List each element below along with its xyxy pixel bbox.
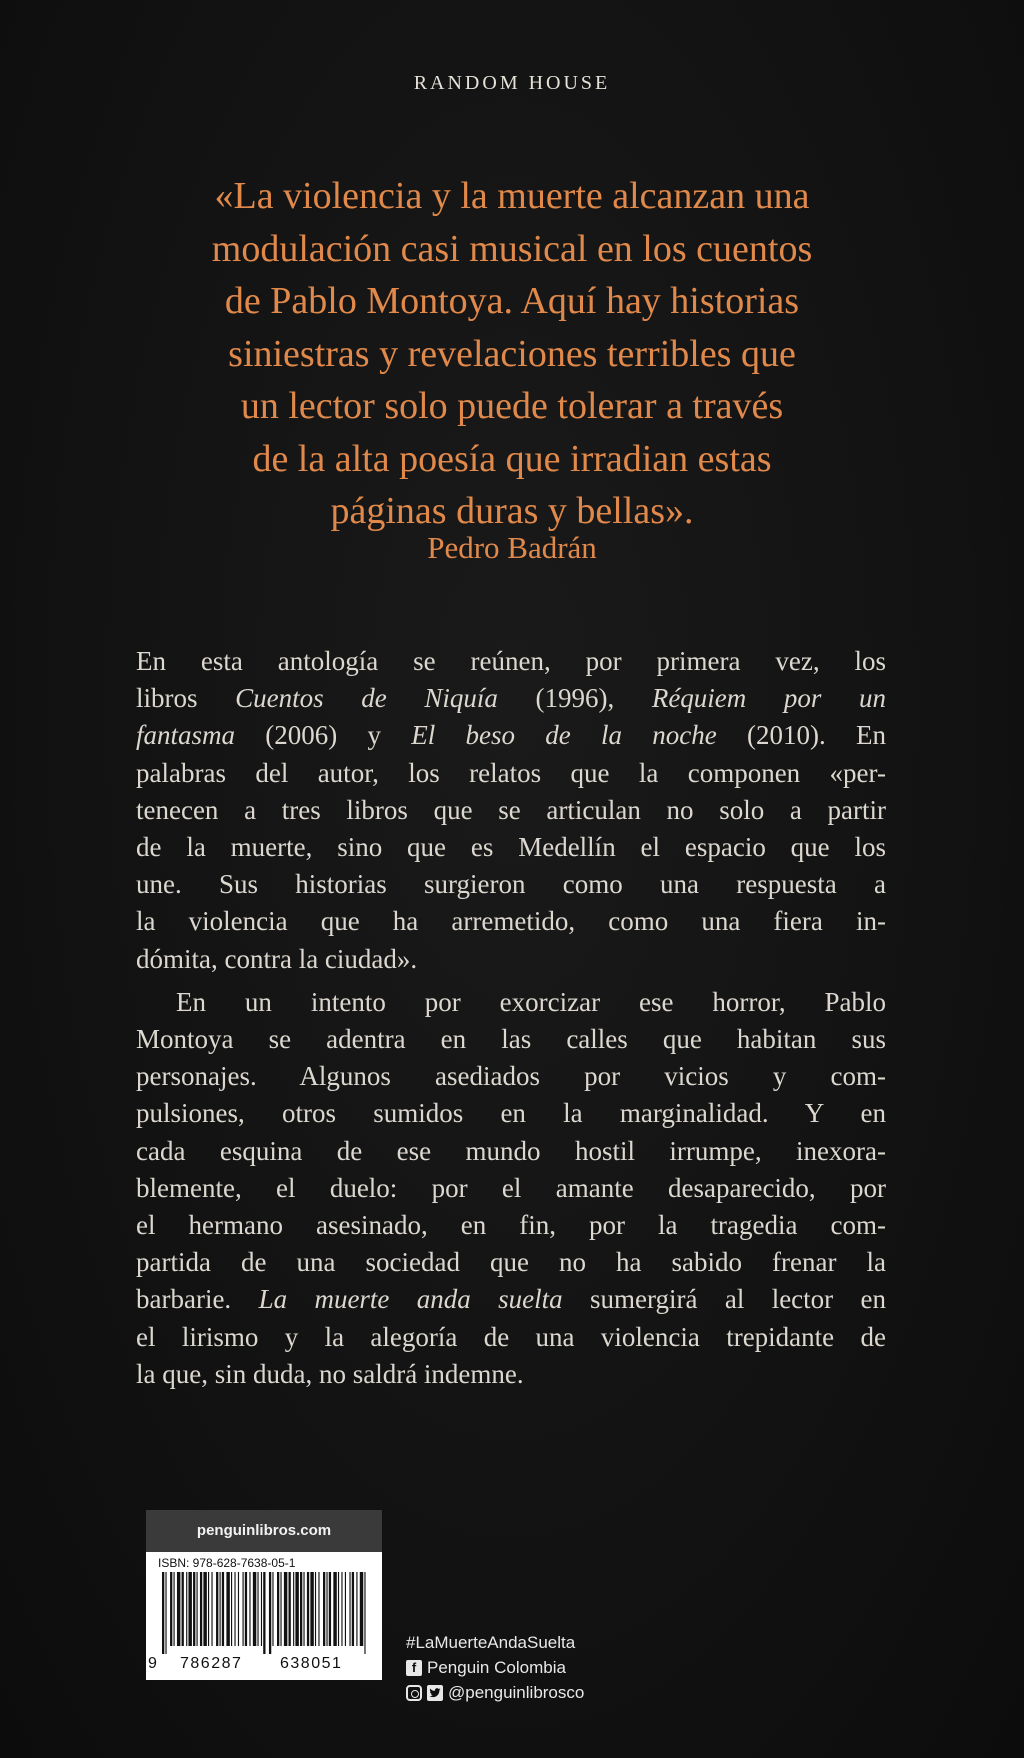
hashtag: #LaMuerteAndaSuelta — [406, 1632, 576, 1652]
publisher-name: RANDOM HOUSE — [413, 72, 611, 94]
barcode-bar — [170, 1572, 172, 1646]
barcode-bar — [257, 1572, 258, 1646]
blurb-line: la violencia que ha arremetido, como una fiera in- — [136, 906, 886, 937]
barcode-bar — [333, 1572, 336, 1646]
barcode-bar — [338, 1572, 339, 1646]
facebook-row — [406, 1655, 584, 1680]
barcode-bar — [349, 1572, 350, 1646]
barcode-bar — [211, 1572, 212, 1646]
barcode-bar — [216, 1572, 218, 1646]
barcode-bar — [345, 1572, 346, 1646]
blurb-paragraph-1 — [136, 643, 886, 978]
barcode-bar — [203, 1572, 206, 1646]
barcode-bar — [162, 1572, 164, 1654]
barcode-bar — [226, 1572, 229, 1646]
barcode-bar — [245, 1572, 247, 1646]
quote-line: de la alta poesía que irradian estas — [252, 437, 772, 480]
barcode-bar — [234, 1572, 235, 1646]
blurb-line: la que, sin duda, no saldrá indemne. — [136, 1358, 524, 1389]
barcode-bar — [272, 1572, 273, 1646]
instagram-handle: @penguinlibrosco — [448, 1682, 585, 1702]
text-run: (2006) y — [235, 720, 412, 751]
book-title: La muerte anda suelta — [258, 1284, 563, 1315]
barcode-bar — [289, 1572, 291, 1646]
barcode-bar — [293, 1572, 294, 1646]
barcode-bar — [310, 1572, 313, 1646]
blurb — [136, 643, 886, 1393]
barcode-bar — [364, 1572, 365, 1654]
blurb-line — [136, 1281, 886, 1318]
blurb-line: pulsiones, otros sumidos en la marginalidad. Y en — [136, 1098, 886, 1129]
quote-line: «La violencia y la muerte alcanzan una — [214, 175, 810, 217]
blurb-line: el lirismo y la alegoría de una violencia trepidante de — [136, 1321, 886, 1352]
website-label: penguinlibros.com — [146, 1510, 382, 1552]
barcode-bar — [284, 1572, 287, 1646]
quote-line: páginas duras y bellas». — [330, 490, 694, 532]
quote-line: un lector solo puede tolerar a través — [240, 385, 784, 427]
barcode-bar — [318, 1572, 319, 1646]
barcode-bar — [261, 1572, 262, 1646]
barcode-bar — [182, 1572, 184, 1646]
barcode-block — [146, 1510, 382, 1680]
blurb-line — [136, 717, 886, 754]
instagram-icon — [406, 1685, 422, 1701]
barcode-bar — [356, 1572, 357, 1646]
barcode-bar — [341, 1572, 342, 1646]
barcode-bar — [208, 1572, 209, 1646]
barcode-digit-first: 9 — [148, 1655, 157, 1672]
instagram-twitter-row — [406, 1680, 584, 1705]
blurb-paragraph-2 — [136, 984, 886, 1393]
blurb-line: En esta antología se reúnen, por primera vez, los — [136, 646, 886, 676]
blurb-line: palabras del autor, los relatos que la componen «per- — [136, 757, 886, 788]
text-run: sumergirá al lector en — [562, 1284, 886, 1315]
blurb-line: En un intento por exorcizar ese horror, Pablo — [176, 986, 886, 1017]
blurb-line: tenecen a tres libros que se articulan no solo a partir — [136, 794, 886, 825]
text-run: barbarie. — [136, 1284, 259, 1315]
barcode-bar — [174, 1572, 175, 1646]
blurb-line: Montoya se adentra en las calles que habitan sus — [136, 1024, 886, 1055]
facebook-name: Penguin Colombia — [427, 1657, 566, 1677]
barcode-bar — [220, 1572, 221, 1646]
facebook-icon: f — [406, 1660, 422, 1676]
twitter-icon — [427, 1685, 443, 1701]
barcode-bar — [186, 1572, 187, 1646]
quote-author: Pedro Badrán — [427, 530, 597, 565]
book-title: Réquiem por un — [651, 683, 887, 714]
text-run: libros — [136, 683, 236, 714]
twitter-bird-glyph — [429, 1687, 441, 1699]
social-links — [406, 1630, 584, 1705]
barcode-digits-right: 638051 — [280, 1655, 343, 1672]
barcode-bar — [303, 1572, 304, 1646]
barcode-bar — [280, 1572, 281, 1646]
barcode-bar — [231, 1572, 232, 1646]
book-title: fantasma — [136, 720, 236, 751]
blurb-line: une. Sus historias surgieron como una respuesta a — [136, 869, 886, 900]
barcode-bar — [360, 1572, 363, 1646]
barcode-bar — [177, 1572, 180, 1646]
quote — [170, 170, 854, 538]
barcode-bar — [352, 1572, 354, 1646]
barcode-bar — [300, 1572, 302, 1646]
barcode-bar — [277, 1572, 279, 1646]
barcode-bar — [263, 1572, 265, 1654]
barcode-bar — [238, 1572, 239, 1646]
hashtag-row — [406, 1630, 584, 1655]
blurb-line: el hermano asesinado, en fin, por la tragedia com- — [136, 1210, 886, 1241]
barcode-bar — [269, 1572, 271, 1654]
barcode-bar — [200, 1572, 202, 1646]
quote-line: modulación casi musical en los cuentos — [211, 227, 813, 270]
barcode-bar — [326, 1572, 327, 1646]
text-run: (1996), — [497, 683, 652, 714]
barcode-bar — [222, 1572, 224, 1646]
blurb-line: partida de una sociedad que no ha sabido frenar la — [136, 1247, 886, 1278]
barcode-digits-left: 786287 — [180, 1655, 243, 1672]
barcode-bar — [253, 1572, 256, 1646]
barcode-bar — [165, 1572, 166, 1654]
blurb-line: dómita, contra la ciudad». — [136, 943, 418, 974]
blurb-line: personajes. Algunos asediados por vicios y com- — [136, 1061, 886, 1092]
text-run: (2010). En — [716, 720, 886, 751]
barcode-bar — [329, 1572, 331, 1646]
book-title: El beso de la noche — [411, 720, 717, 751]
blurb-line — [136, 680, 886, 717]
book-title: Cuentos de Niquía — [235, 683, 498, 714]
barcode-bar — [315, 1572, 316, 1646]
barcode-bar — [193, 1572, 195, 1646]
barcode-bar — [188, 1572, 191, 1646]
barcode — [160, 1572, 370, 1654]
blurb-line: blemente, el duelo: por el amante desaparecido, por — [136, 1172, 886, 1203]
barcode-bar — [249, 1572, 250, 1646]
quote-line: de Pablo Montoya. Aquí hay historias — [224, 280, 800, 322]
quote-line: siniestras y revelaciones terribles que — [228, 332, 796, 375]
blurb-line: cada esquina de ese mundo hostil irrumpe, inexora- — [136, 1135, 886, 1166]
barcode-bar — [307, 1572, 309, 1646]
isbn-label: ISBN: 978-628-7638-05-1 — [158, 1556, 296, 1570]
barcode-bar — [197, 1572, 198, 1646]
barcode-bar — [323, 1572, 325, 1646]
barcode-bar — [243, 1572, 244, 1646]
blurb-line: de la muerte, sino que es Medellín el espacio que los — [136, 832, 886, 863]
barcode-bar — [295, 1572, 298, 1646]
